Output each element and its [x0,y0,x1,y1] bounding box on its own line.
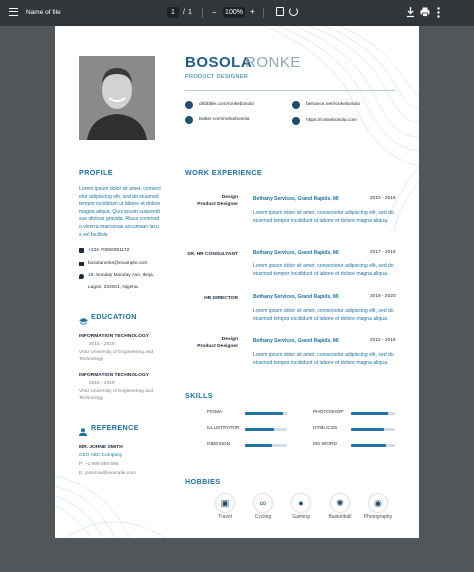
page-number-input[interactable]: 1 [167,7,179,18]
file-name: Name of file [26,9,61,16]
more-vert-icon[interactable] [437,7,440,18]
contact-address-1: 16, Sunday Monday Ave, Ikeja, [88,273,155,278]
skill-bar [351,428,395,431]
first-name: BOSOLA [185,54,253,71]
dribbble-icon [185,101,193,109]
skill-bar-fill [351,412,388,415]
page-separator: / [183,9,185,16]
job-role: HR DIRECTOR [204,296,238,301]
job-role: Design [221,195,238,200]
job-role-line2: Product Designer [197,344,238,349]
job-role-line2: Product Designer [197,202,238,207]
social-behance[interactable]: behance.net/ronkebosola [306,102,360,107]
skill-bar-fill [351,444,386,447]
reference-heading: REFERENCE [91,423,139,432]
work-experience-heading: WORK EXPERIENCE [185,168,263,177]
job-company: Bethany Services, Grand Rapids, MI [253,196,339,202]
education-school-line2: Technology [79,396,104,401]
job-dates: 2019 - 2020 [370,294,396,299]
social-dribbble[interactable]: dribbble.com/ronkebosola [199,102,254,107]
skill-bar-fill [351,428,384,431]
job-description: Lorem ipsum dolor sit amet, consectetur adipiscing elit, sed do eiusmod tempor incididunt ut labore et dolore magna aliqua. [253,308,394,322]
skill-name: FIGMA [207,410,223,415]
zoom-level-input[interactable]: 100% [223,7,245,18]
header-divider [185,90,395,91]
education-school: VNU University of Engineering and [79,350,154,355]
skill-bar-fill [245,412,283,415]
education-years: 2015 - 2019 [89,342,115,347]
education-school-line2: Technology [79,357,104,362]
toolbar-divider [202,8,203,18]
hobby-label: Photography [363,514,393,520]
job-description: Lorem ipsum dolor sit amet, consectetur adipiscing elit, sed do eiusmod tempor incididunt ut labore et dolore magna aliqua. [253,352,394,366]
job-title: PRODUCT DESIGNER [185,74,249,80]
resume-page [55,26,419,538]
skill-bar [245,428,287,431]
skill-bar-fill [245,428,274,431]
skill-name: MS-WORD [313,442,337,447]
skill-name: HTML/CSS [313,426,338,431]
travel-icon: ▣ [216,494,234,512]
job-company: Bethany Services, Grand Rapids, MI [253,294,339,300]
profile-heading: PROFILE [79,168,113,177]
toolbar-divider [263,8,264,18]
hamburger-icon[interactable] [9,8,18,16]
camera-icon: ◉ [369,494,387,512]
education-degree: INFORMATION TECHNOLOGY [79,373,150,378]
gamepad-icon: ● [292,494,310,512]
skill-bar-fill [245,444,272,447]
skill-name: INDESIGN [207,442,231,447]
skype-icon [292,117,300,125]
profile-text: Lorem ipsum dolor sit amet, consectetur adipiscing elit, sed do eiusmod tempor incididunt ut labore et dolore magna aliqua. Quis ipsum suspendisse ultrices gravida. Risus commodo viverra maecenas accumsan lacus vel facilisis. [79,186,161,238]
skill-bar [351,412,395,415]
zoom-in-button[interactable]: + [250,7,255,16]
job-company: Bethany Services, Grand Rapids, MI [253,250,339,256]
education-school: VNU University of Engineering and [79,389,154,394]
contact-email: bosolaronke@example.com [88,261,148,266]
email-icon [79,262,84,266]
job-role: Design [221,337,238,342]
social-twitter[interactable]: twitter.com/ronkebosola [199,117,250,122]
skill-bar [351,444,395,447]
skill-name: ILLUSTRATOR [207,426,240,431]
job-company: Bethany Services, Grand Rapids, MI [253,338,339,344]
skill-name: PHOTOSHOP [313,410,344,415]
job-dates: 2017 - 2019 [370,250,396,255]
reference-email: E: jonsnow@example.com [79,471,136,476]
rotate-icon[interactable] [289,7,298,16]
location-icon [79,274,84,279]
social-website[interactable]: https://ronkebosola.com [306,118,357,123]
print-icon[interactable] [420,7,430,17]
page-total: 1 [188,9,192,16]
twitter-icon [185,116,193,124]
hobby-label: Basketball [328,514,352,520]
hobby-label: Travel [218,514,232,520]
pdf-toolbar [0,0,474,26]
download-icon[interactable] [406,7,415,18]
education-heading: EDUCATION [91,312,137,321]
reference-company: CEO ABC Company [79,453,123,458]
skill-bar [245,444,287,447]
contact-phone: +234-70656091172 [88,248,130,253]
hobbies-heading: HOBBIES [185,477,221,486]
contact-address-2: Lagos, 234001, Nigeria. [88,285,139,290]
education-years: 2015 - 2019 [89,381,115,386]
bicycle-icon: ∞ [254,494,272,512]
reference-name: MR. JOHNE SMITH [79,445,123,450]
fit-page-icon[interactable] [276,7,284,16]
basketball-icon: ✺ [331,494,349,512]
job-description: Lorem ipsum dolor sit amet, consectetur adipiscing elit, sed do eiusmod tempor incididunt ut labore et dolore magna aliqua. [253,210,394,224]
job-role: SR. HR CONSULTANT [187,252,238,257]
job-dates: 2015 - 2016 [370,196,396,201]
job-dates: 2015 - 2016 [370,338,396,343]
skills-heading: SKILLS [185,391,213,400]
profile-photo [79,56,155,140]
hobby-label: Cycling [254,514,272,520]
graduation-cap-icon [79,312,88,319]
zoom-out-button[interactable]: − [212,8,217,17]
user-icon [79,423,87,431]
phone-icon [79,248,84,253]
hobby-label: Gaming [292,514,310,520]
reference-phone: P: +1 999 888 666 [79,462,119,467]
behance-icon [292,101,300,109]
education-degree: INFORMATION TECHNOLOGY [79,334,150,339]
last-name: RONKE [245,54,301,71]
skill-bar [245,412,287,415]
job-description: Lorem ipsum dolor sit amet, consectetur adipiscing elit, sed do eiusmod tempor incididunt ut labore et dolore magna aliqua. [253,263,394,277]
